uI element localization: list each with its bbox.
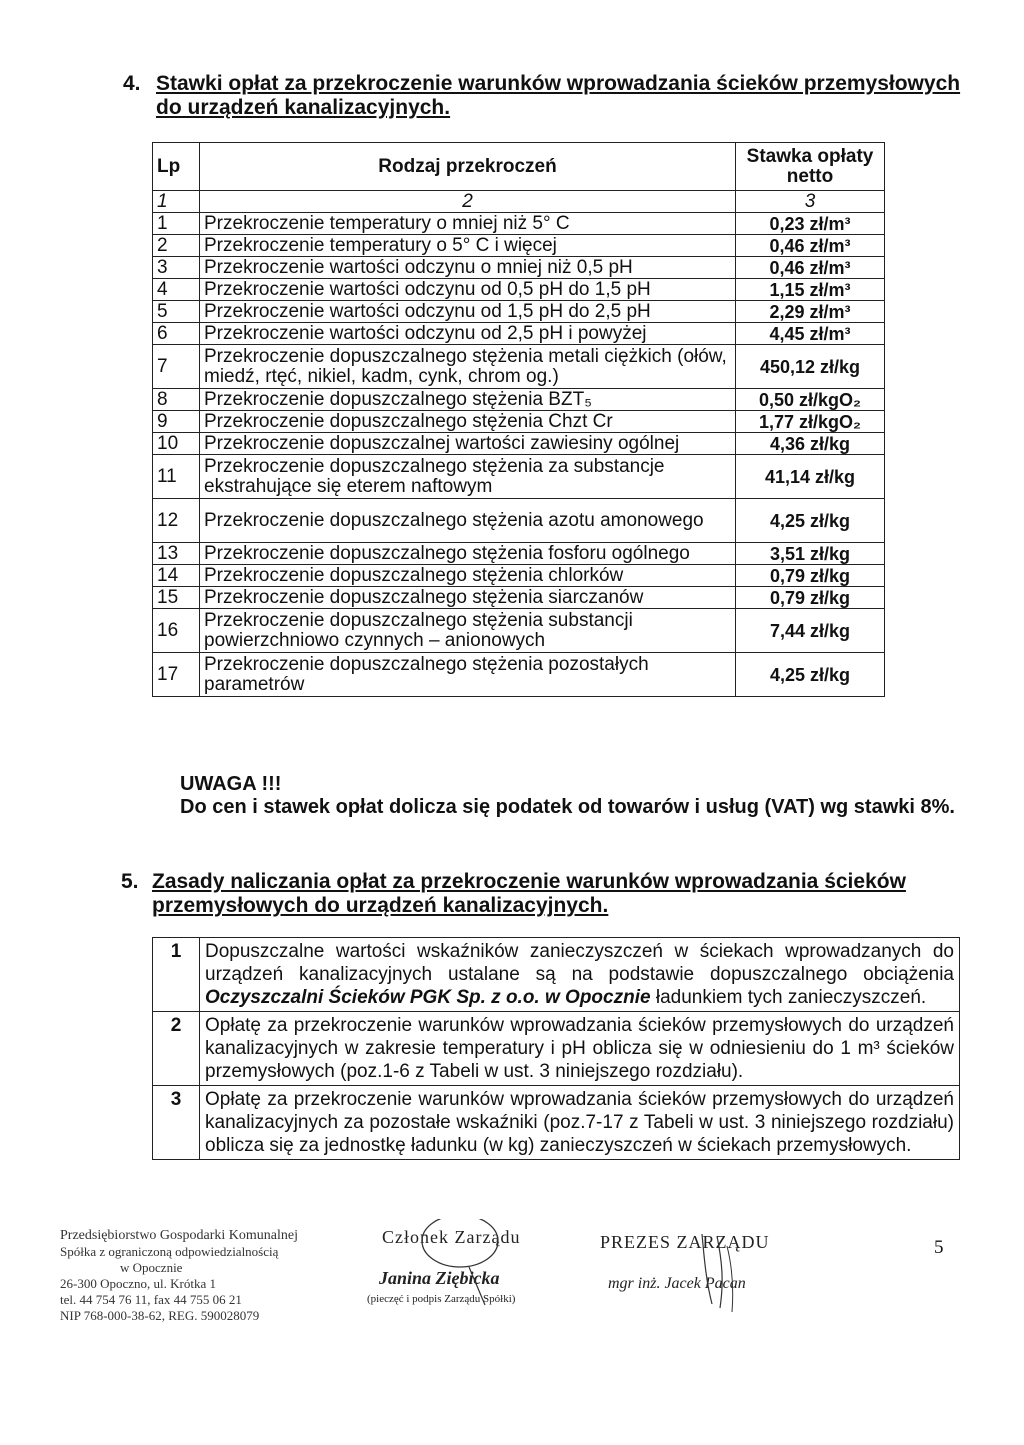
- index-col-1: 1: [153, 191, 200, 213]
- table-row: [153, 543, 885, 565]
- row-rate: 4,25 zł/kg: [736, 499, 885, 543]
- row-rate: 0,46 zł/m³: [736, 235, 885, 257]
- index-col-3: 3: [736, 191, 885, 213]
- table-header-row: [153, 143, 885, 191]
- board-member-stamp: [357, 1227, 607, 1305]
- signature-mark: [357, 1219, 597, 1309]
- section-4-title: Stawki opłat za przekroczenie warunków wprowadzania ścieków przemysłowych do urządzeń kanalizacyjnych.: [156, 72, 961, 119]
- row-rate: 1,15 zł/m³: [736, 279, 885, 301]
- row-lp: 1: [153, 213, 200, 235]
- row-lp: 15: [153, 587, 200, 609]
- row-description: Przekroczenie wartości odczynu od 2,5 pH i powyżej: [200, 323, 736, 345]
- row-description: Przekroczenie dopuszczalnego stężenia siarczanów: [200, 587, 736, 609]
- rule-text: [200, 938, 960, 1012]
- header-type: Rodzaj przekroczeń: [200, 143, 736, 191]
- row-description: Przekroczenie dopuszczalnego stężenia metali ciężkich (ołów, miedź, rtęć, nikiel, kadm, cynk, chrom og.): [200, 345, 736, 389]
- row-lp: 8: [153, 389, 200, 411]
- header-rate: Stawka opłaty netto: [736, 143, 885, 191]
- table-row: [153, 565, 885, 587]
- row-lp: 11: [153, 455, 200, 499]
- row-lp: 4: [153, 279, 200, 301]
- table-row: [153, 235, 885, 257]
- page-number: 5: [934, 1237, 944, 1258]
- rule-text: Opłatę za przekroczenie warunków wprowadzania ścieków przemysłowych do urządzeń kanalizacyjnych za pozostałe wskaźniki (poz.7-17 z Tabeli w ust. 3 niniejszego rozdziału) oblicza się za jednostkę ładunku (w kg) zanieczyszczeń w ściekach przemysłowych.: [200, 1086, 960, 1160]
- row-description: Przekroczenie dopuszczalnego stężenia za substancje ekstrahujące się eterem naftowym: [200, 455, 736, 499]
- row-rate: 0,50 zł/kgO₂: [736, 389, 885, 411]
- row-lp: 7: [153, 345, 200, 389]
- table-row: [153, 609, 885, 653]
- index-col-2: 2: [200, 191, 736, 213]
- stamp-company-line1: Przedsiębiorstwo Gospodarki Komunalnej: [60, 1228, 298, 1243]
- row-description: Przekroczenie dopuszczalnego stężenia pozostałych parametrów: [200, 653, 736, 697]
- row-rate: 0,23 zł/m³: [736, 213, 885, 235]
- table-row: [153, 279, 885, 301]
- stamp-company-line6: NIP 768-000-38-62, REG. 590028079: [60, 1308, 260, 1323]
- row-description: Przekroczenie dopuszczalnego stężenia substancji powierzchniowo czynnych – anionowych: [200, 609, 736, 653]
- row-description: Przekroczenie dopuszczalnej wartości zawiesiny ogólnej: [200, 433, 736, 455]
- notice-title: UWAGA !!!: [180, 773, 282, 795]
- row-lp: 12: [153, 499, 200, 543]
- rule-1-text-before: Dopuszczalne wartości wskaźników zanieczyszczeń w ściekach wprowadzanych do urządzeń kanalizacyjnych ustalane są na podstawie dopuszczalnego obciążenia: [205, 941, 954, 985]
- row-description: Przekroczenie wartości odczynu od 0,5 pH do 1,5 pH: [200, 279, 736, 301]
- section-5-heading: [121, 870, 961, 918]
- row-rate: 0,79 zł/kg: [736, 565, 885, 587]
- row-description: Przekroczenie dopuszczalnego stężenia fosforu ogólnego: [200, 543, 736, 565]
- table-row: [153, 389, 885, 411]
- stamp-company-line3: w Opocznie: [120, 1260, 183, 1275]
- rule-1-text-after: ładunkiem tych zanieczyszczeń.: [650, 987, 927, 1008]
- header-lp: Lp: [153, 143, 200, 191]
- table-index-row: [153, 191, 885, 213]
- table-row: [153, 653, 885, 697]
- section-5-number: 5.: [121, 870, 139, 893]
- row-rate: 4,25 zł/kg: [736, 653, 885, 697]
- row-lp: 2: [153, 235, 200, 257]
- row-description: Przekroczenie wartości odczynu o mniej niż 0,5 pH: [200, 257, 736, 279]
- row-description: Przekroczenie dopuszczalnego stężenia azotu amonowego: [200, 499, 736, 543]
- section-4-heading: [123, 72, 963, 120]
- table-row: [153, 587, 885, 609]
- rules-table: [152, 937, 960, 1160]
- row-lp: 17: [153, 653, 200, 697]
- row-lp: 3: [153, 257, 200, 279]
- row-rate: 0,46 zł/m³: [736, 257, 885, 279]
- table-row: [153, 323, 885, 345]
- row-rate: 4,45 zł/m³: [736, 323, 885, 345]
- row-description: Przekroczenie dopuszczalnego stężenia chlorków: [200, 565, 736, 587]
- table-row: [153, 455, 885, 499]
- row-description: Przekroczenie dopuszczalnego stężenia BZT₅: [200, 389, 736, 411]
- section-4-number: 4.: [123, 72, 141, 95]
- president-name: mgr inż. Jacek Pacan: [608, 1275, 746, 1292]
- row-lp: 5: [153, 301, 200, 323]
- president-signature-mark: [662, 1226, 802, 1316]
- section-5-title: Zasady naliczania opłat za przekroczenie warunków wprowadzania ścieków przemysłowych do urządzeń kanalizacyjnych.: [152, 870, 906, 917]
- member-name: Janina Ziębicka: [379, 1268, 500, 1288]
- stamp-company-line2: Spółka z ograniczoną odpowiedzialnością: [60, 1244, 279, 1259]
- president-title: PREZES ZARZĄDU: [600, 1232, 770, 1252]
- row-description: Przekroczenie wartości odczynu od 1,5 pH do 2,5 pH: [200, 301, 736, 323]
- row-lp: 14: [153, 565, 200, 587]
- member-title: Członek Zarządu: [382, 1227, 521, 1247]
- rule-number: 1: [153, 938, 200, 1012]
- president-stamp: [600, 1232, 840, 1293]
- row-lp: 10: [153, 433, 200, 455]
- row-rate: 1,77 zł/kgO₂: [736, 411, 885, 433]
- row-rate: 3,51 zł/kg: [736, 543, 885, 565]
- row-lp: 9: [153, 411, 200, 433]
- table-row: [153, 301, 885, 323]
- rule-text: Opłatę za przekroczenie warunków wprowadzania ścieków przemysłowych do urządzeń kanalizacyjnych w zakresie temperatury i pH oblicza się w odniesieniu do 1 m³ ścieków przemysłowych (poz.1-6 z Tabeli w ust. 3 niniejszego rozdziału).: [200, 1012, 960, 1086]
- vat-notice: [180, 773, 960, 819]
- table-row: [153, 433, 885, 455]
- table-row: [153, 213, 885, 235]
- row-description: Przekroczenie dopuszczalnego stężenia Chzt Cr: [200, 411, 736, 433]
- row-rate: 0,79 zł/kg: [736, 587, 885, 609]
- rates-table: [152, 142, 885, 697]
- stamp-company-line4: 26-300 Opoczno, ul. Krótka 1: [60, 1276, 216, 1291]
- row-lp: 6: [153, 323, 200, 345]
- row-rate: 450,12 zł/kg: [736, 345, 885, 389]
- rule-number: 3: [153, 1086, 200, 1160]
- table-row: [153, 499, 885, 543]
- notice-text: Do cen i stawek opłat dolicza się podatek od towarów i usług (VAT) wg stawki 8%.: [180, 796, 955, 818]
- row-lp: 16: [153, 609, 200, 653]
- rule-row: [153, 938, 960, 1012]
- table-row: [153, 257, 885, 279]
- row-rate: 4,36 zł/kg: [736, 433, 885, 455]
- rule-row: [153, 1012, 960, 1086]
- table-row: [153, 345, 885, 389]
- rule-number: 2: [153, 1012, 200, 1086]
- rule-row: [153, 1086, 960, 1160]
- row-rate: 41,14 zł/kg: [736, 455, 885, 499]
- rates-body: [153, 213, 885, 697]
- row-lp: 13: [153, 543, 200, 565]
- member-sub: (pieczęć i podpis Zarządu Spółki): [367, 1293, 516, 1305]
- stamp-company-line5: tel. 44 754 76 11, fax 44 755 06 21: [60, 1292, 242, 1307]
- row-rate: 7,44 zł/kg: [736, 609, 885, 653]
- row-description: Przekroczenie temperatury o mniej niż 5° C: [200, 213, 736, 235]
- rule-1-emphasis: Oczyszczalni Ścieków PGK Sp. z o.o. w Opocznie: [205, 987, 651, 1008]
- table-row: [153, 411, 885, 433]
- row-rate: 2,29 zł/m³: [736, 301, 885, 323]
- company-stamp: [60, 1228, 390, 1324]
- row-description: Przekroczenie temperatury o 5° C i więcej: [200, 235, 736, 257]
